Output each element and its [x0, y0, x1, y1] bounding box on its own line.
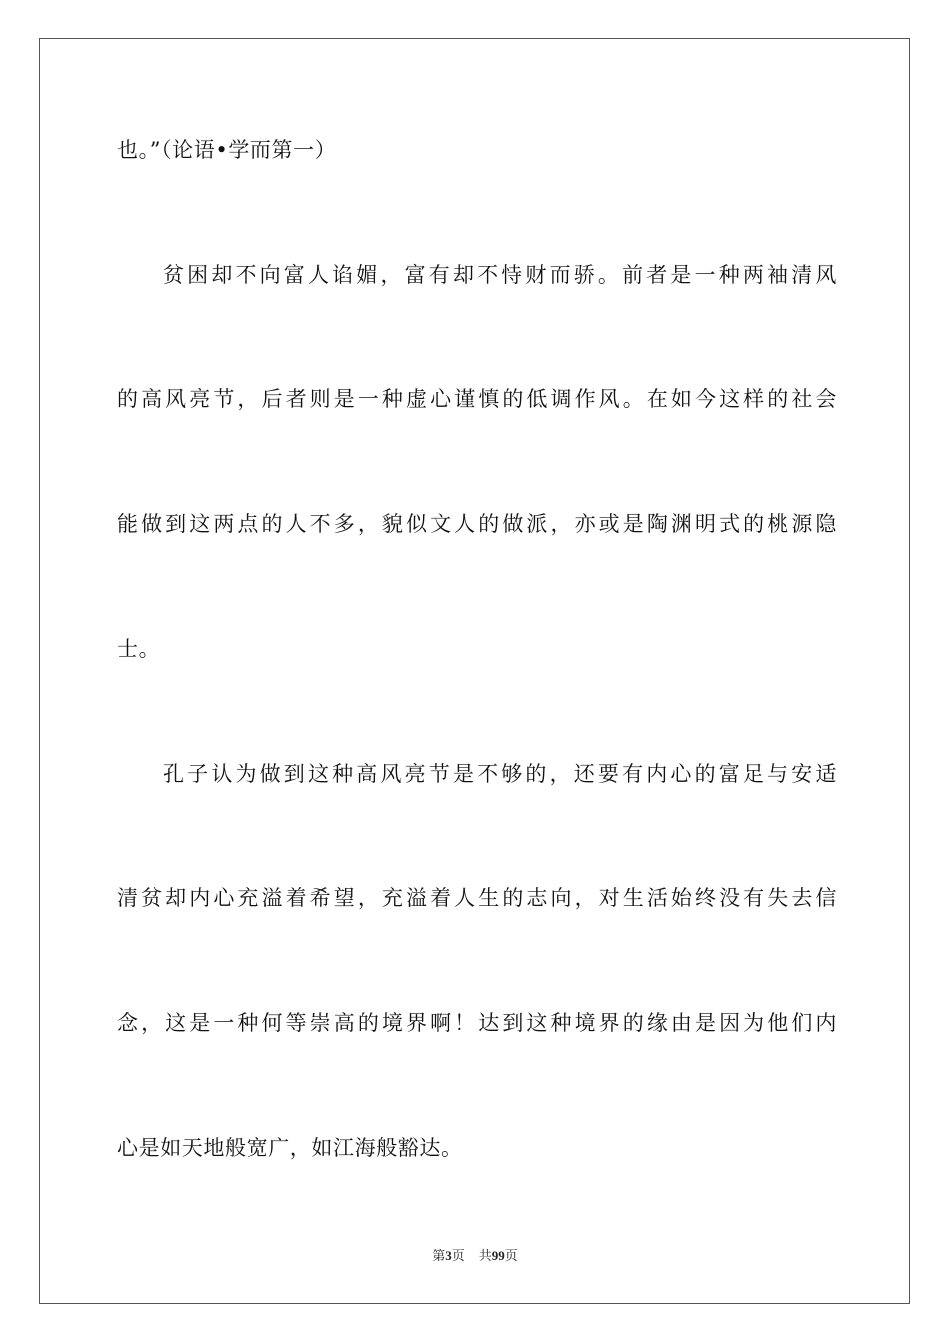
- footer-total-pages: 99: [491, 1248, 505, 1263]
- page-border: [39, 38, 910, 1304]
- text-line-9: 心是如天地般宽广，如江海般豁达。: [117, 1136, 463, 1160]
- text-line-7: 清贫却内心充溢着希望，充溢着人生的志向，对生活始终没有失去信: [117, 886, 837, 910]
- footer-page-suffix: 页: [451, 1249, 465, 1264]
- text-line-8: 念，这是一种何等崇高的境界啊！达到这种境界的缘由是因为他们内: [117, 1011, 837, 1035]
- text-line-3: 的高风亮节，后者则是一种虚心谨慎的低调作风。在如今这样的社会: [117, 387, 837, 411]
- text-line-2: 贫困却不向富人谄媚，富有却不恃财而骄。前者是一种两袖清风: [163, 263, 837, 287]
- footer-page-prefix: 第: [432, 1249, 446, 1264]
- text-line-6: 孔子认为做到这种高风亮节是不够的，还要有内心的富足与安适: [163, 762, 837, 786]
- page-footer: [0, 1247, 950, 1266]
- footer-total-prefix: 共: [478, 1249, 492, 1264]
- footer-total-suffix: 页: [504, 1249, 518, 1264]
- text-line-5: 士。: [117, 637, 161, 661]
- text-line-4: 能做到这两点的人不多，貌似文人的做派，亦或是陶渊明式的桃源隐: [117, 512, 837, 536]
- text-line-1: 也。”（论语•学而第一）: [117, 138, 337, 162]
- footer-page-number: 3: [445, 1248, 452, 1263]
